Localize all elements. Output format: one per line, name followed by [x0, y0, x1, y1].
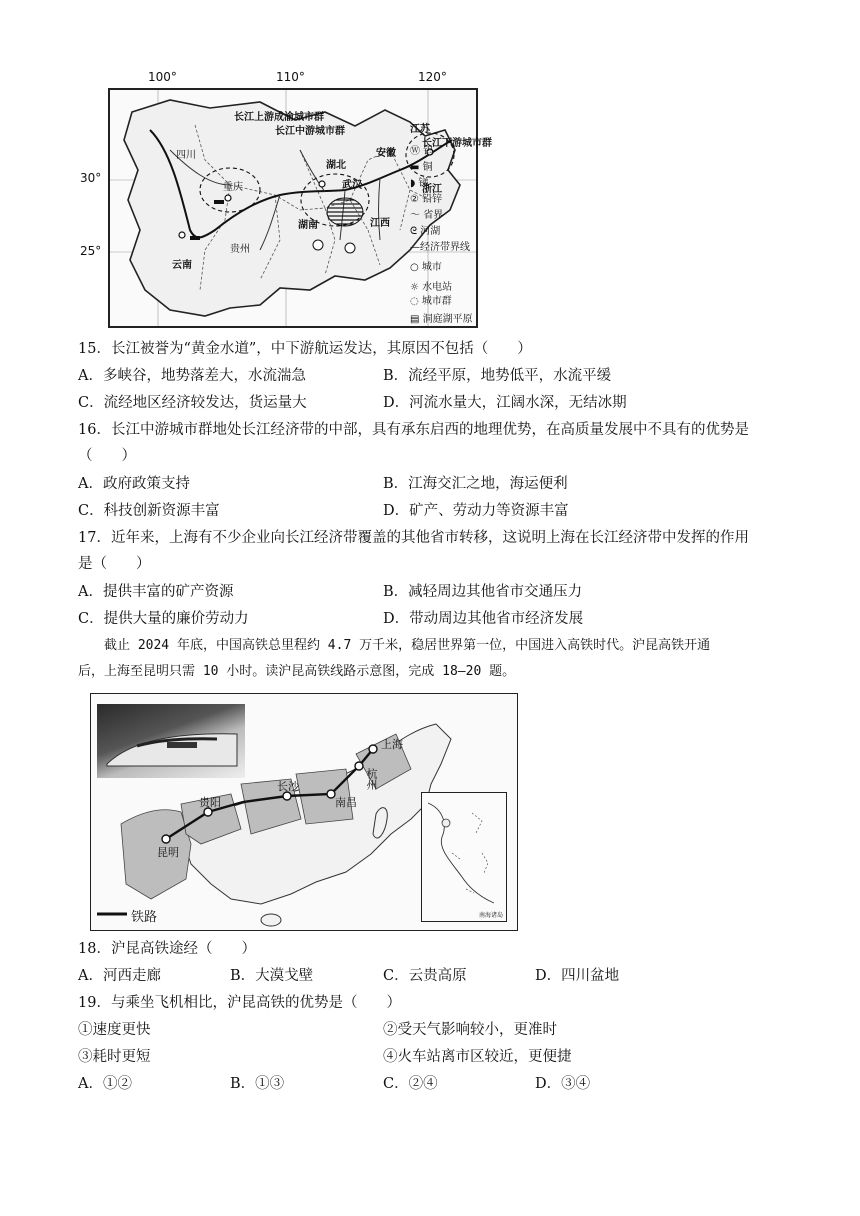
q19-option-c[interactable]: C．②④ [383, 1076, 438, 1092]
q18-option-d[interactable]: D．四川盆地 [535, 968, 620, 984]
q16-option-c[interactable]: C．科技创新资源丰富 [78, 503, 220, 519]
label-yunnan: 云南 [172, 260, 192, 271]
question-17-stem-cont: 是（ ） [78, 556, 151, 572]
label-xiayou-cluster: 长江下游城市群 [422, 138, 492, 149]
river-lake-icon: ᘓ [410, 226, 418, 237]
q17-option-b[interactable]: B．减轻周边其他省市交通压力 [383, 584, 583, 600]
q15-option-b[interactable]: B．流经平原，地势低平，水流平缓 [383, 368, 612, 384]
legend-economic-belt-line: —经济带界线 [410, 242, 470, 253]
q19-statement-4: ④火车站离市区较近，更便捷 [383, 1049, 572, 1065]
lon-tick-100: 100° [148, 70, 177, 84]
label-hubei: 湖北 [326, 160, 346, 171]
south-china-sea-inset [421, 792, 507, 922]
q18-option-a[interactable]: A．河西走廊 [78, 968, 161, 984]
passage-line-1: 截止 2024 年底，中国高铁总里程约 4.7 万千米，稳居世界第一位，中国进入高铁时代。沪昆高铁开通 [104, 638, 711, 653]
q19-option-b[interactable]: B．①③ [230, 1076, 285, 1092]
copper-icon: ▬ [410, 162, 420, 173]
lat-tick-25: 25° [80, 244, 102, 258]
label-sichuan: 四川 [176, 150, 196, 161]
q17-option-c[interactable]: C．提供大量的廉价劳动力 [78, 611, 249, 627]
q16-option-a[interactable]: A．政府政策支持 [78, 476, 190, 492]
q17-option-d[interactable]: D．带动周边其他省市经济发展 [383, 611, 584, 627]
label-chengyu-cluster: 长江上游成渝城市群 [234, 112, 324, 123]
hydropower-icon: ☼ [410, 282, 419, 293]
q18-option-c[interactable]: C．云贵高原 [383, 968, 467, 984]
city-label-nanchang: 南昌 [335, 796, 357, 809]
passage-line-2: 后，上海至昆明只需 10 小时。读沪昆高铁线路示意图，完成 18—20 题。 [78, 664, 516, 679]
q15-option-d[interactable]: D．河流水量大，江阔水深，无结冰期 [383, 395, 627, 411]
lead-zinc-icon: ② [410, 194, 419, 205]
hukun-railway-map [90, 693, 518, 931]
yunnan-shaded [121, 810, 191, 899]
dongting-plain-icon: ▤ [410, 314, 420, 325]
city-label-hangzhou: 杭州 [365, 768, 378, 790]
legend-city-cluster: ◌ 城市群 [410, 296, 452, 307]
lon-tick-110: 110° [276, 70, 305, 84]
lon-tick-120: 120° [418, 70, 447, 84]
legend-hydropower: ☼ 水电站 [410, 282, 453, 293]
label-wuhan: 武汉 [342, 180, 362, 191]
city-label-kunming: 昆明 [157, 846, 179, 859]
label-jiangxi: 江西 [370, 218, 390, 229]
tungsten-icon: Ⓦ [410, 146, 420, 157]
city-label-guiyang: 贵阳 [199, 796, 221, 809]
question-16-stem-cont: （ ） [78, 448, 136, 464]
yangtze-economic-belt-map [108, 88, 492, 328]
q18-option-b[interactable]: B．大漠戈壁 [230, 968, 314, 984]
city-label-changsha: 长沙 [277, 780, 299, 793]
question-16-stem: 16．长江中游城市群地处长江经济带的中部，具有承东启西的地理优势，在高质量发展中不具有的优势是 [78, 422, 749, 438]
city-label-shanghai: 上海 [381, 738, 403, 751]
legend-city: ○ 城市 [410, 262, 442, 273]
antimony-icon: ◗ [410, 178, 416, 189]
city-cluster-icon: ◌ [410, 296, 419, 307]
legend-lead-zinc: ② 铅锌 [410, 194, 443, 205]
legend-river-lake: ᘓ 河湖 [410, 226, 441, 237]
inset-caption: 南海诸岛 [478, 912, 503, 919]
railway-legend-label: 铁路 [131, 910, 158, 925]
legend-dongting-plain: ▤ 洞庭湖平原 [410, 314, 473, 325]
question-15-stem: 15．长江被誉为“黄金水道”，中下游航运发达，其原因不包括（ ） [78, 341, 532, 357]
q19-option-d[interactable]: D．③④ [535, 1076, 591, 1092]
question-18-stem: 18．沪昆高铁途经（ ） [78, 941, 256, 957]
label-anhui: 安徽 [376, 148, 396, 159]
dongting-plain [327, 198, 363, 226]
q15-option-c[interactable]: C．流经地区经济较发达，货运量大 [78, 395, 307, 411]
lat-tick-30: 30° [80, 171, 102, 185]
legend-copper: ▬ 铜 [410, 162, 433, 173]
label-guizhou: 贵州 [230, 244, 250, 255]
city-icon: ○ [410, 262, 419, 273]
q19-statement-2: ②受天气影响较小，更准时 [383, 1022, 557, 1038]
legend-tungsten: Ⓦ 钨 [410, 146, 434, 157]
question-17-stem: 17．近年来，上海有不少企业向长江经济带覆盖的其他省市转移，这说明上海在长江经济带中发挥的作用 [78, 530, 749, 546]
q19-statement-1: ①速度更快 [78, 1022, 151, 1038]
q19-statement-3: ③耗时更短 [78, 1049, 151, 1065]
q16-option-b[interactable]: B．江海交汇之地，海运便利 [383, 476, 568, 492]
inset-map-drawing [422, 793, 506, 921]
legend-province-border: 〜 省界 [410, 210, 444, 221]
economic-belt-line-icon: — [410, 242, 420, 253]
label-jiangsu: 江苏 [410, 124, 430, 135]
label-zhongyou-cluster: 长江中游城市群 [275, 126, 345, 137]
question-19-stem: 19．与乘坐飞机相比，沪昆高铁的优势是（ ） [78, 995, 401, 1011]
province-border-icon: 〜 [410, 210, 420, 221]
q15-option-a[interactable]: A．多峡谷，地势落差大，水流湍急 [78, 368, 306, 384]
q17-option-a[interactable]: A．提供丰富的矿产资源 [78, 584, 234, 600]
label-hunan: 湖南 [298, 220, 318, 231]
q16-option-d[interactable]: D．矿产、劳动力等资源丰富 [383, 503, 569, 519]
label-chongqing: 重庆 [223, 182, 243, 193]
label-zhejiang: 浙江 [422, 184, 442, 195]
legend-antimony: ◗ 锑 [410, 178, 429, 189]
q19-option-a[interactable]: A．①② [78, 1076, 132, 1092]
